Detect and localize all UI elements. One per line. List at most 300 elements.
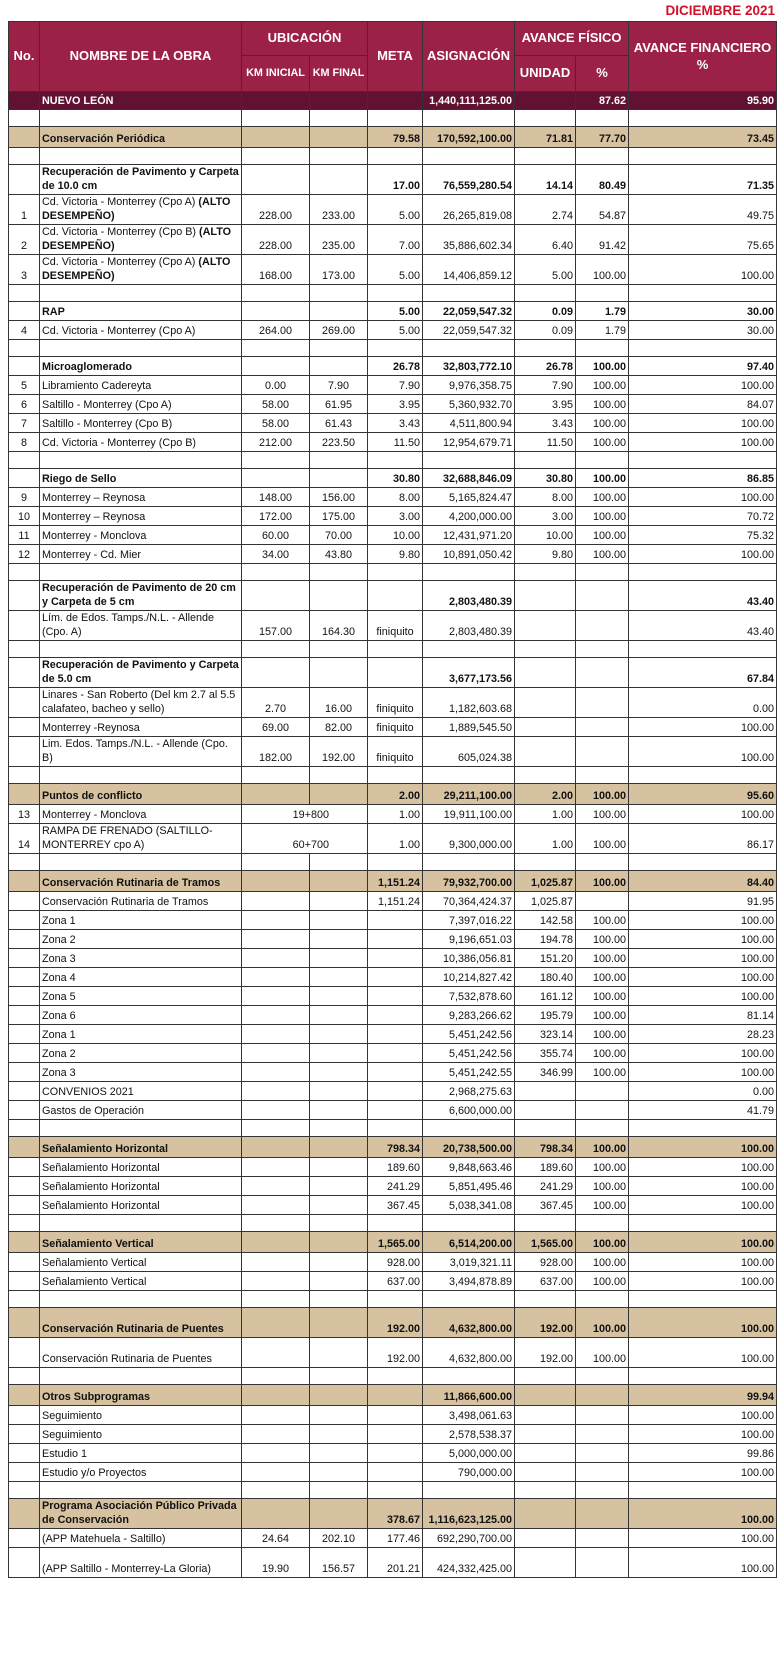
spacer-cell [368, 1368, 423, 1385]
km-final: 233.00 [310, 195, 368, 225]
spacer-cell [242, 1291, 310, 1308]
meta [368, 581, 423, 611]
km-inicial [242, 1101, 310, 1120]
spacer-cell [423, 148, 515, 165]
unidad: 5.00 [515, 255, 576, 285]
meta: 1,151.24 [368, 871, 423, 892]
work-name-text: Señalamiento Horizontal [42, 1200, 160, 1213]
km-inicial: 2.70 [242, 688, 310, 718]
spacer-cell [576, 1120, 629, 1137]
avance-financiero: 100.00 [629, 1463, 777, 1482]
work-name [40, 658, 242, 688]
avance-fisico-pct: 100.00 [576, 949, 629, 968]
table-row [9, 737, 777, 767]
work-name [40, 414, 242, 433]
work-name [40, 469, 242, 488]
avance-financiero: 95.60 [629, 784, 777, 805]
row-number [9, 968, 40, 987]
state-asignacion: 1,440,111,125.00 [423, 92, 515, 110]
km-final [310, 357, 368, 376]
avance-financiero: 67.84 [629, 658, 777, 688]
spacer-cell [629, 564, 777, 581]
row-number [9, 1499, 40, 1529]
work-name [40, 526, 242, 545]
table-row [9, 376, 777, 395]
meta: finiquito [368, 737, 423, 767]
table-row [9, 488, 777, 507]
avance-fisico-pct: 100.00 [576, 871, 629, 892]
avance-fisico-pct [576, 1082, 629, 1101]
work-name [40, 871, 242, 892]
work-name [40, 911, 242, 930]
unidad: 323.14 [515, 1025, 576, 1044]
km-final: 16.00 [310, 688, 368, 718]
spacer-cell [242, 1368, 310, 1385]
asignacion: 7,532,878.60 [423, 987, 515, 1006]
unidad: 14.14 [515, 165, 576, 195]
row-number: 9 [9, 488, 40, 507]
work-name-text: (APP Saltillo - Monterrey-La Gloria) [42, 1563, 212, 1576]
km-final [310, 127, 368, 148]
avance-financiero: 86.17 [629, 824, 777, 854]
spacer-cell [40, 564, 242, 581]
km-final [310, 658, 368, 688]
meta: 928.00 [368, 1253, 423, 1272]
avance-financiero: 100.00 [629, 1548, 777, 1578]
table-row [9, 225, 777, 255]
avance-fisico-pct: 100.00 [576, 1232, 629, 1253]
km-inicial [242, 1253, 310, 1272]
unidad [515, 1406, 576, 1425]
meta [368, 949, 423, 968]
table-row [9, 1272, 777, 1291]
report-date: DICIEMBRE 2021 [665, 3, 775, 18]
avance-fisico-pct: 1.79 [576, 321, 629, 340]
spacer-cell [629, 1482, 777, 1499]
asignacion: 9,300,000.00 [423, 824, 515, 854]
km-final: 175.00 [310, 507, 368, 526]
spacer-cell [423, 767, 515, 784]
km-inicial [242, 1137, 310, 1158]
row-number [9, 1385, 40, 1406]
section-row [9, 784, 777, 805]
unidad [515, 581, 576, 611]
km-inicial [242, 892, 310, 911]
work-name-text: Señalamiento Horizontal [42, 1162, 160, 1175]
work-name-text: Señalamiento Horizontal [42, 1143, 168, 1156]
asignacion: 9,976,358.75 [423, 376, 515, 395]
km-inicial [242, 911, 310, 930]
unidad [515, 737, 576, 767]
spacer-cell [40, 1368, 242, 1385]
work-name [40, 930, 242, 949]
row-number [9, 1425, 40, 1444]
avance-financiero: 71.35 [629, 165, 777, 195]
unidad: 3.43 [515, 414, 576, 433]
row-number [9, 1196, 40, 1215]
spacer-row [9, 1120, 777, 1137]
group-row [9, 302, 777, 321]
avance-financiero: 100.00 [629, 911, 777, 930]
spacer-cell [576, 148, 629, 165]
km-inicial [242, 1044, 310, 1063]
unidad: 26.78 [515, 357, 576, 376]
unidad: 928.00 [515, 1253, 576, 1272]
spacer-cell [9, 1291, 40, 1308]
avance-financiero: 100.00 [629, 930, 777, 949]
table-row [9, 1082, 777, 1101]
asignacion: 10,386,056.81 [423, 949, 515, 968]
table-row [9, 1044, 777, 1063]
row-number: 5 [9, 376, 40, 395]
km-final: 173.00 [310, 255, 368, 285]
avance-fisico-pct: 100.00 [576, 507, 629, 526]
avance-fisico-pct: 100.00 [576, 930, 629, 949]
state-total-row [9, 92, 777, 110]
row-number [9, 658, 40, 688]
work-name [40, 611, 242, 641]
avance-fisico-pct: 100.00 [576, 414, 629, 433]
km-final [310, 1101, 368, 1120]
spacer-cell [576, 1291, 629, 1308]
section-row [9, 127, 777, 148]
spacer-cell [310, 452, 368, 469]
work-name [40, 1232, 242, 1253]
work-name [40, 737, 242, 767]
work-name-text: Señalamiento Horizontal [42, 1181, 160, 1194]
meta [368, 1063, 423, 1082]
col-asignacion-header: ASIGNACIÓN [423, 22, 515, 92]
spacer-cell [515, 148, 576, 165]
km-final [310, 1444, 368, 1463]
state-km-final [310, 92, 368, 110]
work-name [40, 433, 242, 452]
meta: finiquito [368, 611, 423, 641]
spacer-row [9, 641, 777, 658]
meta: finiquito [368, 718, 423, 737]
avance-fisico-pct [576, 1463, 629, 1482]
row-number [9, 1253, 40, 1272]
km-final: 156.00 [310, 488, 368, 507]
work-name-text: Programa Asociación Público Privada de Conservación [42, 1500, 237, 1527]
km-final [310, 1253, 368, 1272]
spacer-cell [368, 854, 423, 871]
km-inicial: 228.00 [242, 195, 310, 225]
spacer-row [9, 285, 777, 302]
avance-fisico-pct: 100.00 [576, 1253, 629, 1272]
meta: 177.46 [368, 1529, 423, 1548]
unidad: 2.74 [515, 195, 576, 225]
km-inicial [242, 1006, 310, 1025]
km-final [310, 930, 368, 949]
avance-financiero: 84.07 [629, 395, 777, 414]
spacer-cell [310, 110, 368, 127]
avance-financiero: 100.00 [629, 805, 777, 824]
spacer-cell [515, 641, 576, 658]
asignacion: 29,211,100.00 [423, 784, 515, 805]
km-final [310, 1044, 368, 1063]
km-inicial [242, 1196, 310, 1215]
avance-fisico-pct: 100.00 [576, 1158, 629, 1177]
work-name-text: Cd. Victoria - Monterrey (Cpo B) [42, 437, 197, 450]
work-name [40, 1006, 242, 1025]
km-final [310, 302, 368, 321]
km-final [310, 1338, 368, 1368]
meta [368, 1463, 423, 1482]
avance-fisico-pct: 100.00 [576, 488, 629, 507]
km-inicial [242, 302, 310, 321]
km-inicial [242, 968, 310, 987]
km-inicial [242, 871, 310, 892]
row-number [9, 1529, 40, 1548]
km-final: 61.43 [310, 414, 368, 433]
work-name-text: Lím. de Edos. Tamps./N.L. - Allende (Cpo. A) [42, 612, 215, 639]
state-unidad [515, 92, 576, 110]
spacer-cell [310, 148, 368, 165]
meta [368, 1425, 423, 1444]
spacer-cell [629, 1120, 777, 1137]
work-name-text: Lim. Edos. Tamps./N.L. - Allende (Cpo. B) [42, 738, 228, 765]
row-number: 11 [9, 526, 40, 545]
meta: 2.00 [368, 784, 423, 805]
avance-financiero: 100.00 [629, 1406, 777, 1425]
unidad: 6.40 [515, 225, 576, 255]
spacer-row [9, 1215, 777, 1232]
km-final [310, 1137, 368, 1158]
avance-financiero: 97.40 [629, 357, 777, 376]
meta: 1,151.24 [368, 892, 423, 911]
avance-financiero: 100.00 [629, 488, 777, 507]
avance-fisico-pct: 100.00 [576, 376, 629, 395]
meta: 10.00 [368, 526, 423, 545]
avance-financiero: 100.00 [629, 255, 777, 285]
asignacion: 4,511,800.94 [423, 414, 515, 433]
table-row [9, 892, 777, 911]
row-number [9, 1232, 40, 1253]
asignacion: 4,632,800.00 [423, 1338, 515, 1368]
km-inicial: 168.00 [242, 255, 310, 285]
km-final [310, 469, 368, 488]
avance-financiero: 100.00 [629, 433, 777, 452]
avance-fisico-pct [576, 1101, 629, 1120]
avance-financiero: 49.75 [629, 195, 777, 225]
km-inicial: 172.00 [242, 507, 310, 526]
table-row [9, 824, 777, 854]
work-name [40, 1425, 242, 1444]
spacer-cell [40, 110, 242, 127]
work-name-text: Señalamiento Vertical [42, 1276, 147, 1289]
spacer-row [9, 767, 777, 784]
avance-fisico-pct [576, 718, 629, 737]
unidad: 9.80 [515, 545, 576, 564]
spacer-cell [9, 641, 40, 658]
work-name [40, 1499, 242, 1529]
km-final: 70.00 [310, 526, 368, 545]
asignacion: 2,803,480.39 [423, 581, 515, 611]
asignacion: 605,024.38 [423, 737, 515, 767]
work-name [40, 255, 242, 285]
asignacion: 10,891,050.42 [423, 545, 515, 564]
table-row [9, 611, 777, 641]
unidad: 161.12 [515, 987, 576, 1006]
group-row [9, 165, 777, 195]
km-final: 164.30 [310, 611, 368, 641]
table-row [9, 395, 777, 414]
work-name-text: RAMPA DE FRENADO (SALTILLO-MONTERREY cpo A) [42, 825, 213, 852]
work-name-text: Saltillo - Monterrey (Cpo B) [42, 418, 173, 431]
table-row [9, 1063, 777, 1082]
meta: 26.78 [368, 357, 423, 376]
meta: 1,565.00 [368, 1232, 423, 1253]
row-number [9, 1101, 40, 1120]
state-pct: 87.62 [576, 92, 629, 110]
work-name-text: Conservación Rutinaria de Tramos [42, 896, 209, 909]
meta [368, 1101, 423, 1120]
asignacion: 22,059,547.32 [423, 302, 515, 321]
avance-fisico-pct: 91.42 [576, 225, 629, 255]
row-number [9, 1063, 40, 1082]
km-final [310, 871, 368, 892]
table-row [9, 1253, 777, 1272]
work-name [40, 581, 242, 611]
unidad [515, 658, 576, 688]
avance-financiero: 100.00 [629, 1338, 777, 1368]
avance-financiero: 100.00 [629, 1063, 777, 1082]
spacer-cell [242, 340, 310, 357]
table-row [9, 911, 777, 930]
avance-fisico-pct: 100.00 [576, 1272, 629, 1291]
work-name-text: Riego de Sello [42, 473, 117, 486]
table-row [9, 1338, 777, 1368]
unidad [515, 1463, 576, 1482]
unidad: 195.79 [515, 1006, 576, 1025]
spacer-cell [423, 1120, 515, 1137]
spacer-row [9, 148, 777, 165]
spacer-cell [242, 854, 310, 871]
spacer-cell [310, 1120, 368, 1137]
km-final [310, 1463, 368, 1482]
avance-fisico-pct [576, 1444, 629, 1463]
km-final [310, 1082, 368, 1101]
table-row [9, 414, 777, 433]
row-number [9, 1177, 40, 1196]
avance-fisico-pct [576, 1529, 629, 1548]
spacer-cell [629, 641, 777, 658]
meta: 189.60 [368, 1158, 423, 1177]
spacer-cell [9, 452, 40, 469]
row-number [9, 1338, 40, 1368]
work-name [40, 718, 242, 737]
avance-fisico-pct: 100.00 [576, 433, 629, 452]
row-number [9, 718, 40, 737]
asignacion: 12,954,679.71 [423, 433, 515, 452]
spacer-cell [368, 340, 423, 357]
row-number [9, 1548, 40, 1578]
km-inicial [242, 1232, 310, 1253]
avance-financiero: 0.00 [629, 688, 777, 718]
work-name [40, 1253, 242, 1272]
meta [368, 1044, 423, 1063]
col-no-header: No. [9, 22, 40, 92]
work-name [40, 784, 242, 805]
work-name [40, 1548, 242, 1578]
spacer-row [9, 1482, 777, 1499]
unidad: 0.09 [515, 302, 576, 321]
km-final [310, 1308, 368, 1338]
table-row [9, 688, 777, 718]
unidad: 180.40 [515, 968, 576, 987]
spacer-row [9, 340, 777, 357]
spacer-cell [9, 1368, 40, 1385]
row-number: 6 [9, 395, 40, 414]
spacer-cell [368, 148, 423, 165]
work-name-text: Otros Subprogramas [42, 1391, 150, 1404]
asignacion: 9,196,651.03 [423, 930, 515, 949]
col-ubicacion-header: UBICACIÓN [242, 22, 368, 56]
spacer-cell [310, 1215, 368, 1232]
table-row [9, 805, 777, 824]
avance-fisico-pct: 100.00 [576, 357, 629, 376]
meta: 637.00 [368, 1272, 423, 1291]
km-inicial: 228.00 [242, 225, 310, 255]
km-final [310, 949, 368, 968]
avance-financiero: 100.00 [629, 949, 777, 968]
avance-fisico-pct: 100.00 [576, 545, 629, 564]
spacer-cell [310, 1368, 368, 1385]
km-inicial [242, 1463, 310, 1482]
spacer-cell [9, 285, 40, 302]
avance-fisico-pct [576, 737, 629, 767]
table-row [9, 1025, 777, 1044]
spacer-cell [40, 767, 242, 784]
km-final [310, 1232, 368, 1253]
km-final: 269.00 [310, 321, 368, 340]
meta: 7.90 [368, 376, 423, 395]
spacer-cell [423, 1215, 515, 1232]
work-name-text: Monterrey -Reynosa [42, 722, 140, 735]
km-inicial [242, 1308, 310, 1338]
unidad: 3.95 [515, 395, 576, 414]
unidad [515, 718, 576, 737]
asignacion: 9,848,663.46 [423, 1158, 515, 1177]
km-inicial [242, 1406, 310, 1425]
asignacion: 5,451,242.56 [423, 1025, 515, 1044]
spacer-cell [423, 110, 515, 127]
meta: 7.00 [368, 225, 423, 255]
spacer-cell [9, 1482, 40, 1499]
avance-financiero: 100.00 [629, 718, 777, 737]
spacer-cell [40, 340, 242, 357]
avance-fisico-pct: 100.00 [576, 395, 629, 414]
avance-financiero: 100.00 [629, 414, 777, 433]
unidad: 1.00 [515, 805, 576, 824]
avance-fisico-pct: 100.00 [576, 784, 629, 805]
km-final: 192.00 [310, 737, 368, 767]
spacer-cell [368, 1291, 423, 1308]
row-number: 1 [9, 195, 40, 225]
section-row [9, 1137, 777, 1158]
meta [368, 968, 423, 987]
work-name-text: Señalamiento Vertical [42, 1257, 147, 1270]
unidad: 10.00 [515, 526, 576, 545]
avance-financiero: 28.23 [629, 1025, 777, 1044]
row-number [9, 1444, 40, 1463]
spacer-row [9, 854, 777, 871]
avance-fisico-pct: 100.00 [576, 805, 629, 824]
table-row [9, 1406, 777, 1425]
avance-financiero: 86.85 [629, 469, 777, 488]
spacer-row [9, 110, 777, 127]
